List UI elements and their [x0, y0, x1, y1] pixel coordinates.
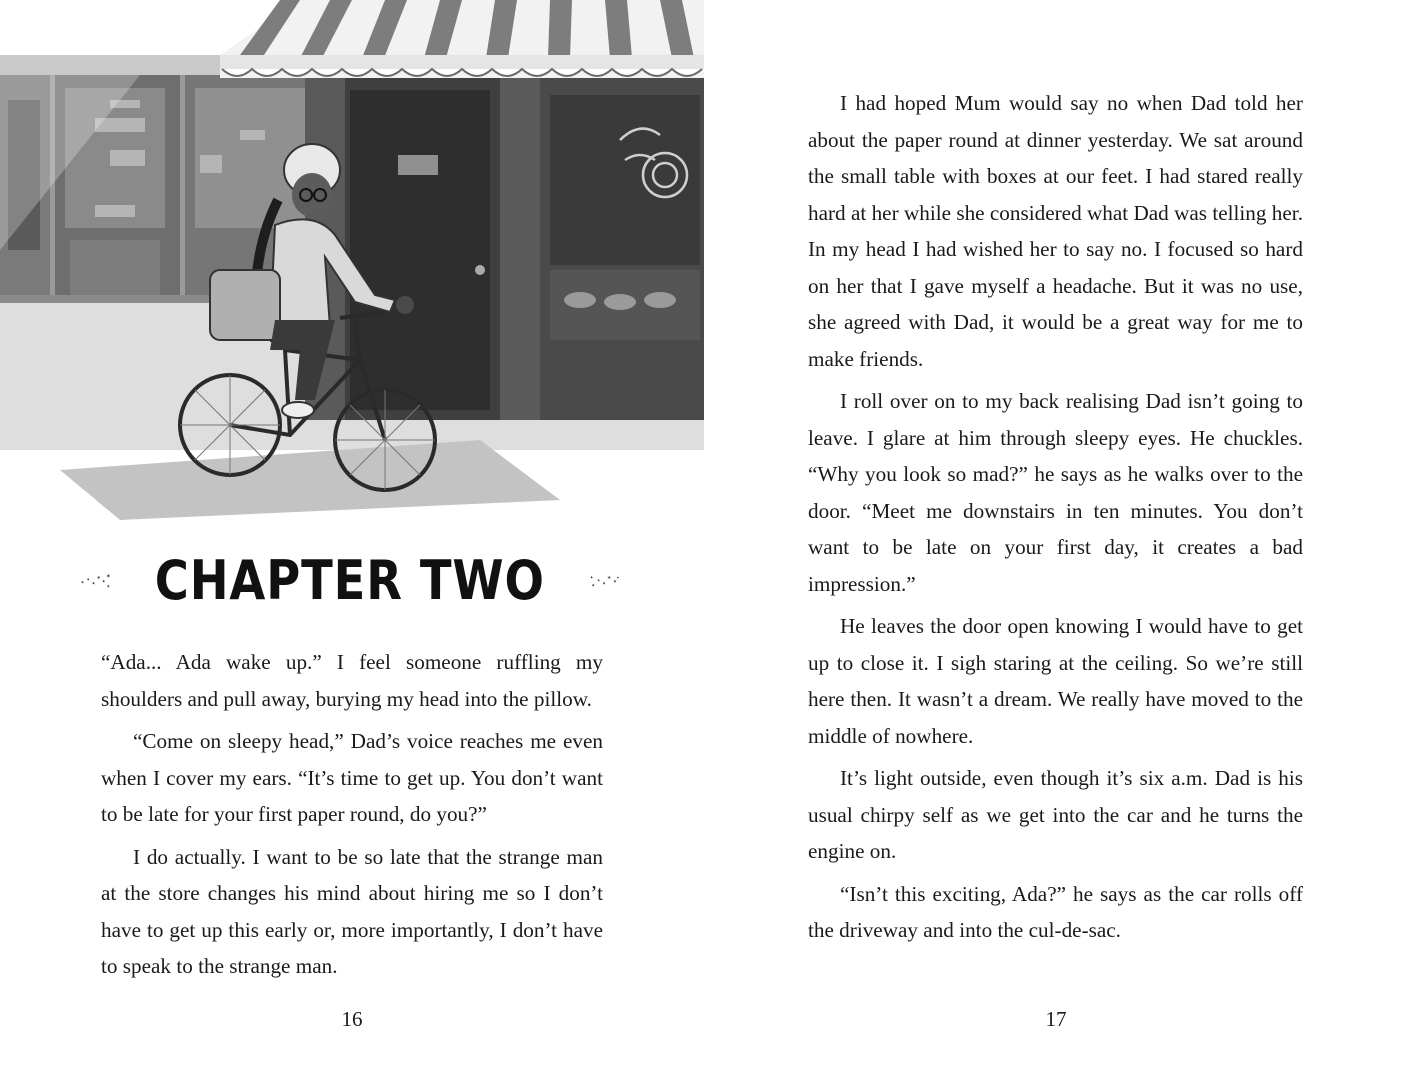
paragraph: I roll over on to my back realising Dad isn’t going to leave. I glare at him through sleepy eyes. He chuckles. “Why you look so mad?” he says as he walks over to the door. “Meet me downstairs in ten minutes. You don’t want to be late on your first day, it creates a bad impression.” [808, 389, 1303, 596]
left-page-text [101, 644, 603, 991]
svg-text:★: ★ [106, 584, 110, 589]
svg-text:✦: ✦ [589, 575, 594, 581]
paragraph: It’s light outside, even though it’s six a.m. Dad is his usual chirpy self as we get into the car and he turns the engine on. [808, 766, 1303, 863]
page-number: 17 [1045, 1007, 1067, 1031]
chapter-heading [80, 545, 620, 615]
paragraph: I do actually. I want to be so late that the strange man at the store changes his mind about hiring me so I don’t have to get up this early or, more importantly, I don’t have to speak to the strange man. [101, 844, 603, 978]
girl-cycling-illustration [0, 0, 704, 545]
svg-text:✦: ✦ [86, 578, 91, 584]
svg-text:★: ★ [612, 579, 617, 584]
svg-text:★: ★ [91, 581, 96, 586]
svg-text:★: ★ [602, 581, 606, 586]
right-page [704, 0, 1407, 1080]
paragraph: I had hoped Mum would say no when Dad told her about the paper round at dinner yesterday. We sat around the small table with boxes at our feet. I had stared really hard at her while she considered what Dad was telling her. In my head I had wished her to say no. I focused so hard on her that I gave myself a headache. But it was no use, she agreed with Dad, it would be a great way for me to make friends. [808, 91, 1303, 371]
svg-text:★: ★ [101, 579, 106, 584]
chapter-title: CHAPTER TWO [154, 548, 546, 612]
decorative-stars-left-icon [80, 555, 111, 605]
svg-text:✶: ✶ [105, 573, 111, 581]
svg-text:★: ★ [591, 583, 595, 588]
svg-text:✶: ✶ [606, 575, 612, 582]
decorative-stars-right-icon [589, 555, 620, 605]
svg-text:✦: ✦ [616, 575, 620, 580]
paragraph: “Come on sleepy head,” Dad’s voice reaches me even when I cover my ears. “It’s time to get up. You don’t want to be late for your first paper round, do you?” [101, 729, 603, 826]
svg-text:✶: ✶ [596, 578, 601, 584]
paragraph: He leaves the door open knowing I would have to get up to close it. I sigh staring at the ceiling. So we’re still here then. It wasn’t a dream. We really have moved to the middle of nowhere. [808, 614, 1303, 748]
page-number: 16 [341, 1007, 363, 1031]
right-page-text [808, 85, 1303, 955]
svg-text:★: ★ [80, 580, 85, 585]
paragraph: “Isn’t this exciting, Ada?” he says as the car rolls off the driveway and into the cul-de-sac. [808, 881, 1303, 942]
svg-text:✶: ✶ [96, 575, 101, 582]
paragraph: “Ada... Ada wake up.” I feel someone ruffling my shoulders and pull away, burying my head into the pillow. [101, 650, 603, 711]
